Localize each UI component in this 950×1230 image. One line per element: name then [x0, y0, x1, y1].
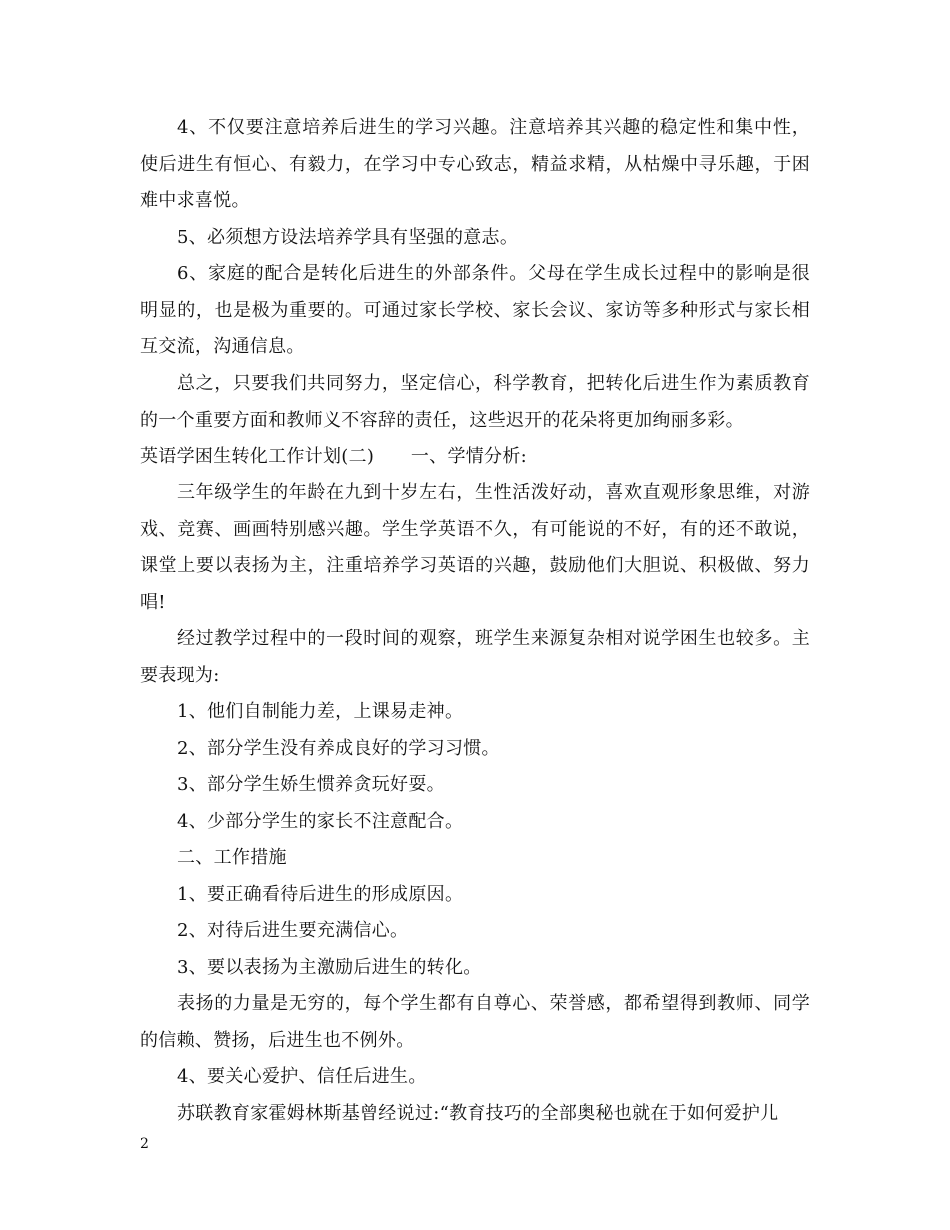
section-heading-plan-two: 英语学困生转化工作计划(二) 一、学情分析: [140, 446, 528, 467]
paragraph-item6-family: 6、家庭的配合是转化后进生的外部条件。父母在学生成长过程中的影响是很明显的，也是极为重要的。可通过家长学校、家长会议、家访等多种形式与家长相互交流，沟通信息。 [140, 263, 810, 357]
paragraph-power-of-praise: 表扬的力量是无穷的，每个学生都有自尊心、荣誉感，都希望得到教师、同学的信赖、赞扬，后进生也不例外。 [140, 993, 810, 1051]
section-heading-measures: 二、工作措施 [177, 847, 287, 868]
paragraph-observation: 经过教学过程中的一段时间的观察，班学生来源复杂相对说学困生也较多。主要表现为: [140, 628, 810, 686]
list-item-self-control: 1、他们自制能力差，上课易走神。 [177, 701, 464, 722]
list-item-causes: 1、要正确看待后进生的形成原因。 [177, 884, 464, 905]
paragraph-quote: 苏联教育家霍姆林斯基曾经说过:“教育技巧的全部奥秘也就在于如何爱护儿 [177, 1103, 779, 1124]
paragraph-item5-will: 5、必须想方设法培养学具有坚强的意志。 [177, 227, 519, 248]
list-item-parents: 4、少部分学生的家长不注意配合。 [177, 811, 464, 832]
paragraph-summary: 总之，只要我们共同努力，坚定信心，科学教育，把转化后进生作为素质教育的一个重要方面和教师义不容辞的责任，这些迟开的花朵将更加绚丽多彩。 [140, 373, 810, 431]
list-item-habits: 2、部分学生没有养成良好的学习习惯。 [177, 738, 500, 759]
list-item-confidence: 2、对待后进生要充满信心。 [177, 920, 409, 941]
list-item-care: 4、要关心爱护、信任后进生。 [177, 1066, 427, 1087]
paragraph-item4-interest: 4、不仅要注意培养后进生的学习兴趣。注意培养其兴趣的稳定性和集中性，使后进生有恒心、有毅力，在学习中专心致志，精益求精，从枯燥中寻乐趣，于困难中求喜悦。 [140, 117, 810, 211]
list-item-praise: 3、要以表扬为主激励后进生的转化。 [177, 957, 482, 978]
page-number: 2 [140, 1136, 149, 1152]
list-item-spoiled: 3、部分学生娇生惯养贪玩好耍。 [177, 774, 445, 795]
paragraph-student-analysis: 三年级学生的年龄在九到十岁左右，生性活泼好动，喜欢直观形象思维，对游戏、竞赛、画画特别感兴趣。学生学英语不久，有可能说的不好，有的还不敢说，课堂上要以表扬为主，注重培养学习英语的兴趣，鼓励他们大胆说、积极做、努力唱! [140, 482, 810, 613]
